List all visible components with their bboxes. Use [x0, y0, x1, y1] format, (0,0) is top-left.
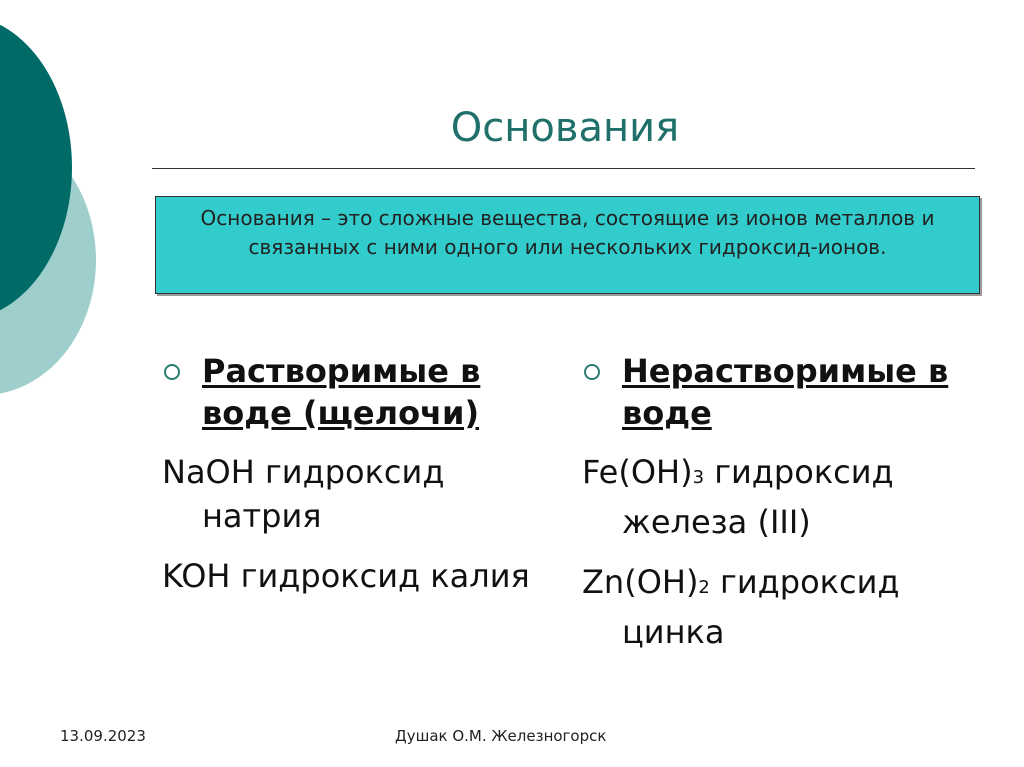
formula: Zn(OH)	[582, 563, 699, 601]
list-item-zn-oh-2	[582, 560, 982, 654]
soluble-bases-heading: Растворимые в воде (щелочи)	[202, 352, 481, 432]
list-item-naoh	[162, 450, 542, 538]
list-item-fe-oh-3	[582, 450, 982, 544]
soluble-bases-bullet	[162, 350, 542, 434]
compound-name: гидроксид натрия	[202, 453, 445, 535]
formula-subscript: 2	[698, 577, 710, 598]
soluble-bases-column	[162, 350, 542, 598]
formula-subscript: 3	[692, 467, 705, 488]
compound-name: гидроксид цинка	[622, 563, 900, 651]
insoluble-bases-heading: Нерастворимые в воде	[622, 352, 949, 432]
title-divider	[152, 168, 975, 169]
formula: NaOH	[162, 453, 255, 491]
formula: KOH	[162, 557, 231, 595]
circle-bullet-icon	[584, 364, 600, 380]
formula: Fe(OH)	[582, 453, 693, 491]
definition-box: Основания – это сложные вещества, состоящие из ионов металлов и связанных с ними одного или нескольких гидроксид-ионов.	[155, 196, 980, 294]
circle-bullet-icon	[164, 364, 180, 380]
footer-author: Душак О.М. Железногорск	[395, 727, 607, 745]
list-item-koh	[162, 554, 542, 598]
compound-name: гидроксид железа (III)	[622, 453, 894, 541]
insoluble-bases-column	[582, 350, 982, 654]
compound-name: гидроксид калия	[230, 557, 530, 595]
insoluble-bases-bullet	[582, 350, 982, 434]
slide-title: Основания	[450, 105, 680, 151]
footer-date: 13.09.2023	[60, 727, 146, 745]
